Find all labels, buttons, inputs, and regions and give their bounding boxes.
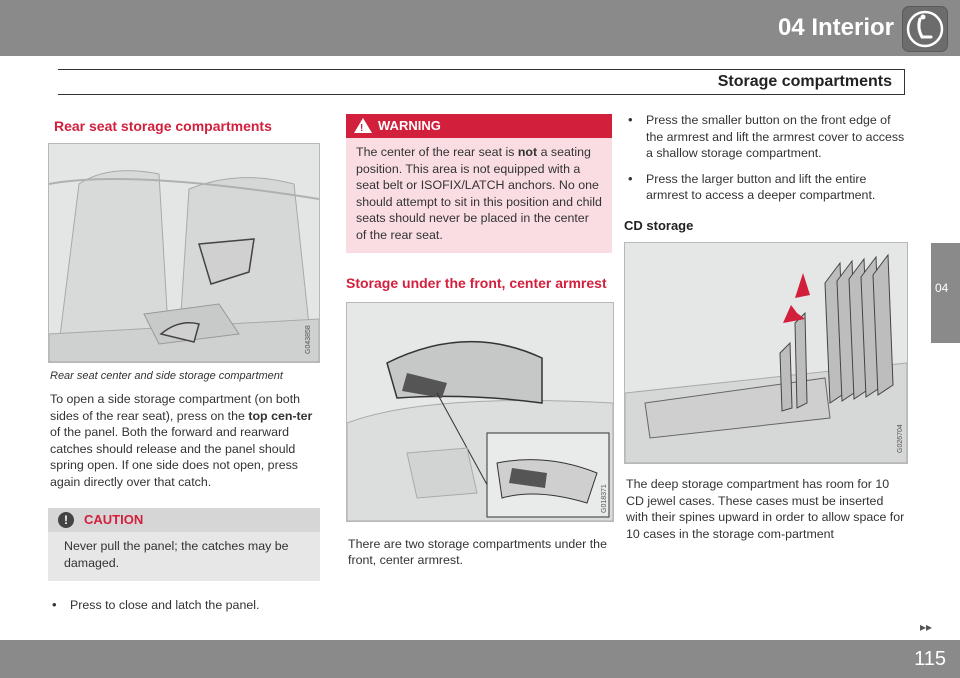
cd-storage-image bbox=[624, 242, 908, 464]
figure-caption: Rear seat center and side storage compartment bbox=[50, 369, 283, 382]
rear-seat-image bbox=[48, 143, 320, 363]
cd-storage-heading: CD storage bbox=[624, 217, 694, 233]
caution-box bbox=[48, 508, 320, 581]
page-number: 115 bbox=[914, 648, 946, 670]
warning-text: The center of the rear seat is not a seating position. This area is not equipped with a seat belt or ISOFIX/LATCH anchors. No one should attempt to sit in this position and child seats should never be placed in the center of the rear seat. bbox=[356, 145, 602, 242]
page-footer bbox=[0, 640, 960, 678]
warning-label: WARNING bbox=[378, 118, 441, 133]
rear-seat-heading: Rear seat storage compartments bbox=[54, 118, 272, 134]
figure-code: G026704 bbox=[897, 424, 904, 453]
caution-icon: ! bbox=[58, 512, 74, 528]
next-page-arrows: ▸▸ bbox=[920, 620, 933, 634]
page-header bbox=[0, 0, 960, 56]
open-instructions: To open a side storage compartment (on both sides of the rear seat), press on the top cen-ter of the panel. Both the forward and rearward catches should release and the panel should spring open. If one side does not open, press again directly over that catch. bbox=[50, 392, 313, 489]
chapter-tab-label: 04 bbox=[935, 281, 949, 295]
armrest-image bbox=[346, 302, 614, 522]
figure-code: G018371 bbox=[601, 483, 608, 513]
warning-box bbox=[346, 114, 612, 253]
list-item: • Press to close and latch the panel. bbox=[48, 597, 320, 614]
caution-text: Never pull the panel; the catches may be damaged. bbox=[64, 539, 289, 570]
column-1 bbox=[48, 112, 320, 623]
section-title: Storage compartments bbox=[717, 73, 892, 90]
armrest-text: There are two storage compartments under the front, center armrest. bbox=[348, 536, 607, 567]
section-bar bbox=[58, 69, 905, 95]
chapter-tab bbox=[931, 243, 960, 343]
cd-storage-text: The deep storage compartment has room for 10 CD jewel cases. These cases must be inserted with their spines upward in order to allow space for 10 cases in the storage com-partment bbox=[626, 477, 905, 541]
column-3 bbox=[624, 112, 908, 552]
chapter-title: 04 Interior bbox=[777, 14, 894, 41]
list-item: • Press the smaller button on the front edge of the armrest and lift the armrest cover to access a shallow storage compartment. bbox=[624, 112, 908, 162]
caution-label: CAUTION bbox=[84, 512, 144, 527]
figure-code: G043858 bbox=[305, 324, 312, 354]
warning-icon: ! bbox=[354, 118, 372, 133]
seat-icon bbox=[902, 6, 948, 52]
list-item: • Press the larger button and lift the entire armrest to access a deeper compartment. bbox=[624, 171, 908, 204]
armrest-heading: Storage under the front, center armrest bbox=[346, 275, 607, 291]
column-2 bbox=[346, 112, 612, 579]
